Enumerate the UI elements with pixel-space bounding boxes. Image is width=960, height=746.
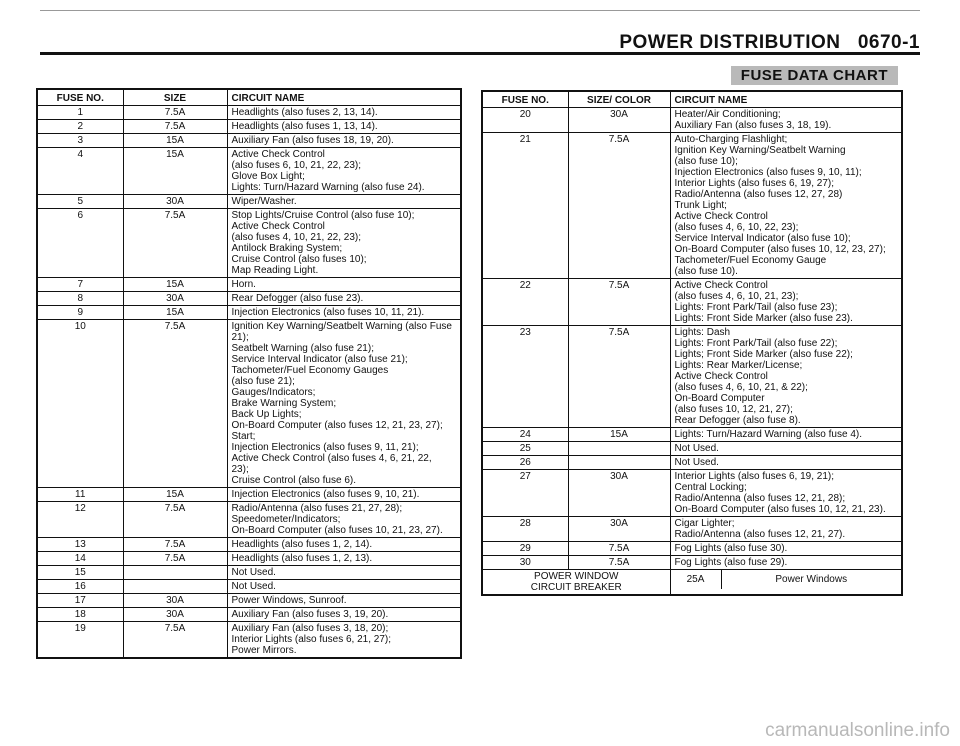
fuse-size-cell: 15A	[123, 278, 227, 292]
top-rule	[40, 10, 920, 11]
breaker-cell	[670, 570, 902, 596]
table-row	[37, 306, 461, 320]
fuse-size-cell: 7.5A	[568, 326, 670, 428]
watermark: carmanualsonline.info	[765, 720, 950, 741]
fuse-size-cell: 7.5A	[123, 622, 227, 659]
breaker-circuit: Power Windows	[775, 574, 848, 585]
fuse-size-cell: 30A	[568, 108, 670, 133]
fuse-size-cell: 7.5A	[123, 552, 227, 566]
fuse-number-cell: 7	[37, 278, 123, 292]
fuse-size-cell	[123, 580, 227, 594]
table-row	[37, 134, 461, 148]
fuse-number-cell: 9	[37, 306, 123, 320]
circuit-name-cell: Active Check Control (also fuses 4, 6, 10, 21, 23); Lights: Front Park/Tail (also fuse 23); Lights: Front Side Marker (also fuse 23).	[670, 279, 902, 326]
fuse-size-cell: 7.5A	[123, 538, 227, 552]
circuit-name-cell: Not Used.	[670, 442, 902, 456]
fuse-size-cell: 7.5A	[568, 556, 670, 570]
fuse-table-right	[481, 90, 903, 596]
circuit-name-header: CIRCUIT NAME	[227, 89, 461, 106]
breaker-row	[482, 570, 902, 596]
fuse-number-cell: 1	[37, 106, 123, 120]
fuse-size-cell: 30A	[123, 292, 227, 306]
fuse-no-header: FUSE NO.	[37, 89, 123, 106]
fuse-number-cell: 17	[37, 594, 123, 608]
table-row	[482, 279, 902, 326]
fuse-number-cell: 19	[37, 622, 123, 659]
size-header: SIZE	[123, 89, 227, 106]
table-row	[37, 566, 461, 580]
fuse-number-cell: 25	[482, 442, 568, 456]
fuse-number-cell: 8	[37, 292, 123, 306]
fuse-size-cell: 7.5A	[123, 502, 227, 538]
fuse-size-cell	[568, 442, 670, 456]
circuit-name-cell: Headlights (also fuses 1, 13, 14).	[227, 120, 461, 134]
circuit-name-cell: Ignition Key Warning/Seatbelt Warning (also Fuse 21); Seatbelt Warning (also fuse 21); Service Interval Indicator (also fuse 21); Tachometer/Fuel Economy Gauges (also fuse 21); Gauges/Indicators; Brake Warning System; Back Up Lights; On-Board Computer (also fuses 12, 21, 23, 27); Start; Injection Electronics (also fuses 9, 11, 21); Active Check Control (also fuses 4, 6, 21, 22, 23); Cruise Control (also fuse 6).	[227, 320, 461, 488]
table-row	[37, 120, 461, 134]
circuit-name-cell: Auxiliary Fan (also fuses 3, 18, 20); Interior Lights (also fuses 6, 21, 27); Power Mirrors.	[227, 622, 461, 659]
table-row	[37, 622, 461, 659]
fuse-number-cell: 15	[37, 566, 123, 580]
fuse-size-cell: 30A	[123, 195, 227, 209]
chart-subtitle: FUSE DATA CHART	[731, 66, 898, 85]
circuit-name-cell: Radio/Antenna (also fuses 21, 27, 28); Speedometer/Indicators; On-Board Computer (also fuses 10, 21, 23, 27).	[227, 502, 461, 538]
fuse-size-cell: 15A	[123, 488, 227, 502]
table-row	[37, 278, 461, 292]
fuse-number-cell: 18	[37, 608, 123, 622]
circuit-name-cell: Interior Lights (also fuses 6, 19, 21); Central Locking; Radio/Antenna (also fuses 12, 21, 28); On-Board Computer (also fuses 10, 12, 21, 23).	[670, 470, 902, 517]
table-row	[482, 442, 902, 456]
circuit-name-cell: Fog Lights (also fuse 30).	[670, 542, 902, 556]
fuse-size-cell: 7.5A	[123, 106, 227, 120]
circuit-name-header: CIRCUIT NAME	[670, 91, 902, 108]
table-row	[37, 320, 461, 488]
circuit-name-cell: Heater/Air Conditioning; Auxiliary Fan (also fuses 3, 18, 19).	[670, 108, 902, 133]
circuit-name-cell: Cigar Lighter; Radio/Antenna (also fuses 12, 21, 27).	[670, 517, 902, 542]
fuse-number-cell: 14	[37, 552, 123, 566]
table-row	[482, 470, 902, 517]
circuit-name-cell: Stop Lights/Cruise Control (also fuse 10); Active Check Control (also fuses 4, 10, 21, 22, 23); Antilock Braking System; Cruise Control (also fuses 10); Map Reading Light.	[227, 209, 461, 278]
fuse-size-cell: 7.5A	[123, 120, 227, 134]
fuse-size-cell: 7.5A	[123, 320, 227, 488]
fuse-number-cell: 22	[482, 279, 568, 326]
table-row	[37, 209, 461, 278]
table-row	[482, 517, 902, 542]
fuse-no-header: FUSE NO.	[482, 91, 568, 108]
fuse-number-cell: 21	[482, 133, 568, 279]
fuse-size-cell: 15A	[568, 428, 670, 442]
fuse-number-cell: 16	[37, 580, 123, 594]
circuit-name-cell: Power Windows, Sunroof.	[227, 594, 461, 608]
table-row	[37, 106, 461, 120]
fuse-number-cell: 4	[37, 148, 123, 195]
table-row	[37, 488, 461, 502]
fuse-size-cell: 15A	[123, 306, 227, 320]
table-row	[37, 195, 461, 209]
table-row	[37, 502, 461, 538]
circuit-name-cell: Injection Electronics (also fuses 9, 10, 21).	[227, 488, 461, 502]
table-row	[37, 608, 461, 622]
fuse-size-cell	[123, 566, 227, 580]
circuit-name-cell: Not Used.	[670, 456, 902, 470]
title-rule	[40, 52, 920, 55]
circuit-name-cell: Fog Lights (also fuse 29).	[670, 556, 902, 570]
table-row	[37, 292, 461, 306]
circuit-name-cell: Auxiliary Fan (also fuses 3, 19, 20).	[227, 608, 461, 622]
circuit-name-cell: Horn.	[227, 278, 461, 292]
fuse-number-cell: 29	[482, 542, 568, 556]
table-row	[37, 594, 461, 608]
fuse-size-cell: 15A	[123, 148, 227, 195]
fuse-size-cell: 30A	[123, 594, 227, 608]
circuit-name-cell: Headlights (also fuses 1, 2, 13).	[227, 552, 461, 566]
fuse-number-cell: 2	[37, 120, 123, 134]
fuse-number-cell: 11	[37, 488, 123, 502]
circuit-name-cell: Wiper/Washer.	[227, 195, 461, 209]
table-row	[482, 133, 902, 279]
circuit-name-cell: Injection Electronics (also fuses 10, 11, 21).	[227, 306, 461, 320]
fuse-size-cell: 30A	[123, 608, 227, 622]
circuit-name-cell: Headlights (also fuses 1, 2, 14).	[227, 538, 461, 552]
circuit-name-cell: Lights: Dash Lights: Front Park/Tail (also fuse 22); Lights; Front Side Marker (also fuse 22); Lights: Rear Marker/License; Active Check Control (also fuses 4, 6, 10, 21, & 22); On-Board Computer (also fuses 10, 12, 21, 27); Rear Defogger (also fuse 8).	[670, 326, 902, 428]
circuit-name-cell: Not Used.	[227, 566, 461, 580]
table-row	[482, 326, 902, 428]
fuse-number-cell: 20	[482, 108, 568, 133]
circuit-name-cell: Active Check Control (also fuses 6, 10, 21, 22, 23); Glove Box Light; Lights: Turn/Hazard Warning (also fuse 24).	[227, 148, 461, 195]
table-row	[482, 456, 902, 470]
circuit-name-cell: Headlights (also fuses 2, 13, 14).	[227, 106, 461, 120]
circuit-name-cell: Auxiliary Fan (also fuses 18, 19, 20).	[227, 134, 461, 148]
table-header-row	[37, 89, 461, 106]
page-title: POWER DISTRIBUTION 0670-1	[619, 32, 920, 53]
breaker-size: 25A	[671, 570, 722, 589]
fuse-number-cell: 3	[37, 134, 123, 148]
fuse-size-cell: 7.5A	[123, 209, 227, 278]
fuse-size-cell	[568, 456, 670, 470]
fuse-number-cell: 6	[37, 209, 123, 278]
fuse-size-cell: 30A	[568, 517, 670, 542]
fuse-number-cell: 24	[482, 428, 568, 442]
size-color-header: SIZE/ COLOR	[568, 91, 670, 108]
breaker-label: POWER WINDOW CIRCUIT BREAKER	[482, 570, 670, 596]
circuit-name-cell: Not Used.	[227, 580, 461, 594]
fuse-number-cell: 12	[37, 502, 123, 538]
table-header-row	[482, 91, 902, 108]
fuse-number-cell: 28	[482, 517, 568, 542]
fuse-number-cell: 10	[37, 320, 123, 488]
fuse-size-cell: 7.5A	[568, 542, 670, 556]
fuse-number-cell: 23	[482, 326, 568, 428]
table-row	[482, 556, 902, 570]
circuit-name-cell: Auto-Charging Flashlight; Ignition Key Warning/Seatbelt Warning (also fuse 10); Injection Electronics (also fuses 9, 10, 11); Interior Lights (also fuses 6, 19, 27); Radio/Antenna (also fuses 12, 27, 28) Trunk Light; Active Check Control (also fuses 4, 6, 10, 22, 23); Service Interval Indicator (also fuse 10); On-Board Computer (also fuses 10, 12, 23, 27); Tachometer/Fuel Economy Gauge (also fuse 10).	[670, 133, 902, 279]
fuse-number-cell: 30	[482, 556, 568, 570]
fuse-number-cell: 5	[37, 195, 123, 209]
fuse-size-cell: 7.5A	[568, 279, 670, 326]
fuse-number-cell: 26	[482, 456, 568, 470]
fuse-number-cell: 13	[37, 538, 123, 552]
table-row	[37, 538, 461, 552]
fuse-size-cell: 30A	[568, 470, 670, 517]
circuit-name-cell: Lights: Turn/Hazard Warning (also fuse 4).	[670, 428, 902, 442]
fuse-number-cell: 27	[482, 470, 568, 517]
fuse-size-cell: 7.5A	[568, 133, 670, 279]
fuse-table-left	[36, 88, 462, 659]
circuit-name-cell: Rear Defogger (also fuse 23).	[227, 292, 461, 306]
table-row	[37, 580, 461, 594]
fuse-size-cell: 15A	[123, 134, 227, 148]
table-row	[482, 428, 902, 442]
table-row	[37, 148, 461, 195]
table-row	[37, 552, 461, 566]
table-row	[482, 542, 902, 556]
table-row	[482, 108, 902, 133]
